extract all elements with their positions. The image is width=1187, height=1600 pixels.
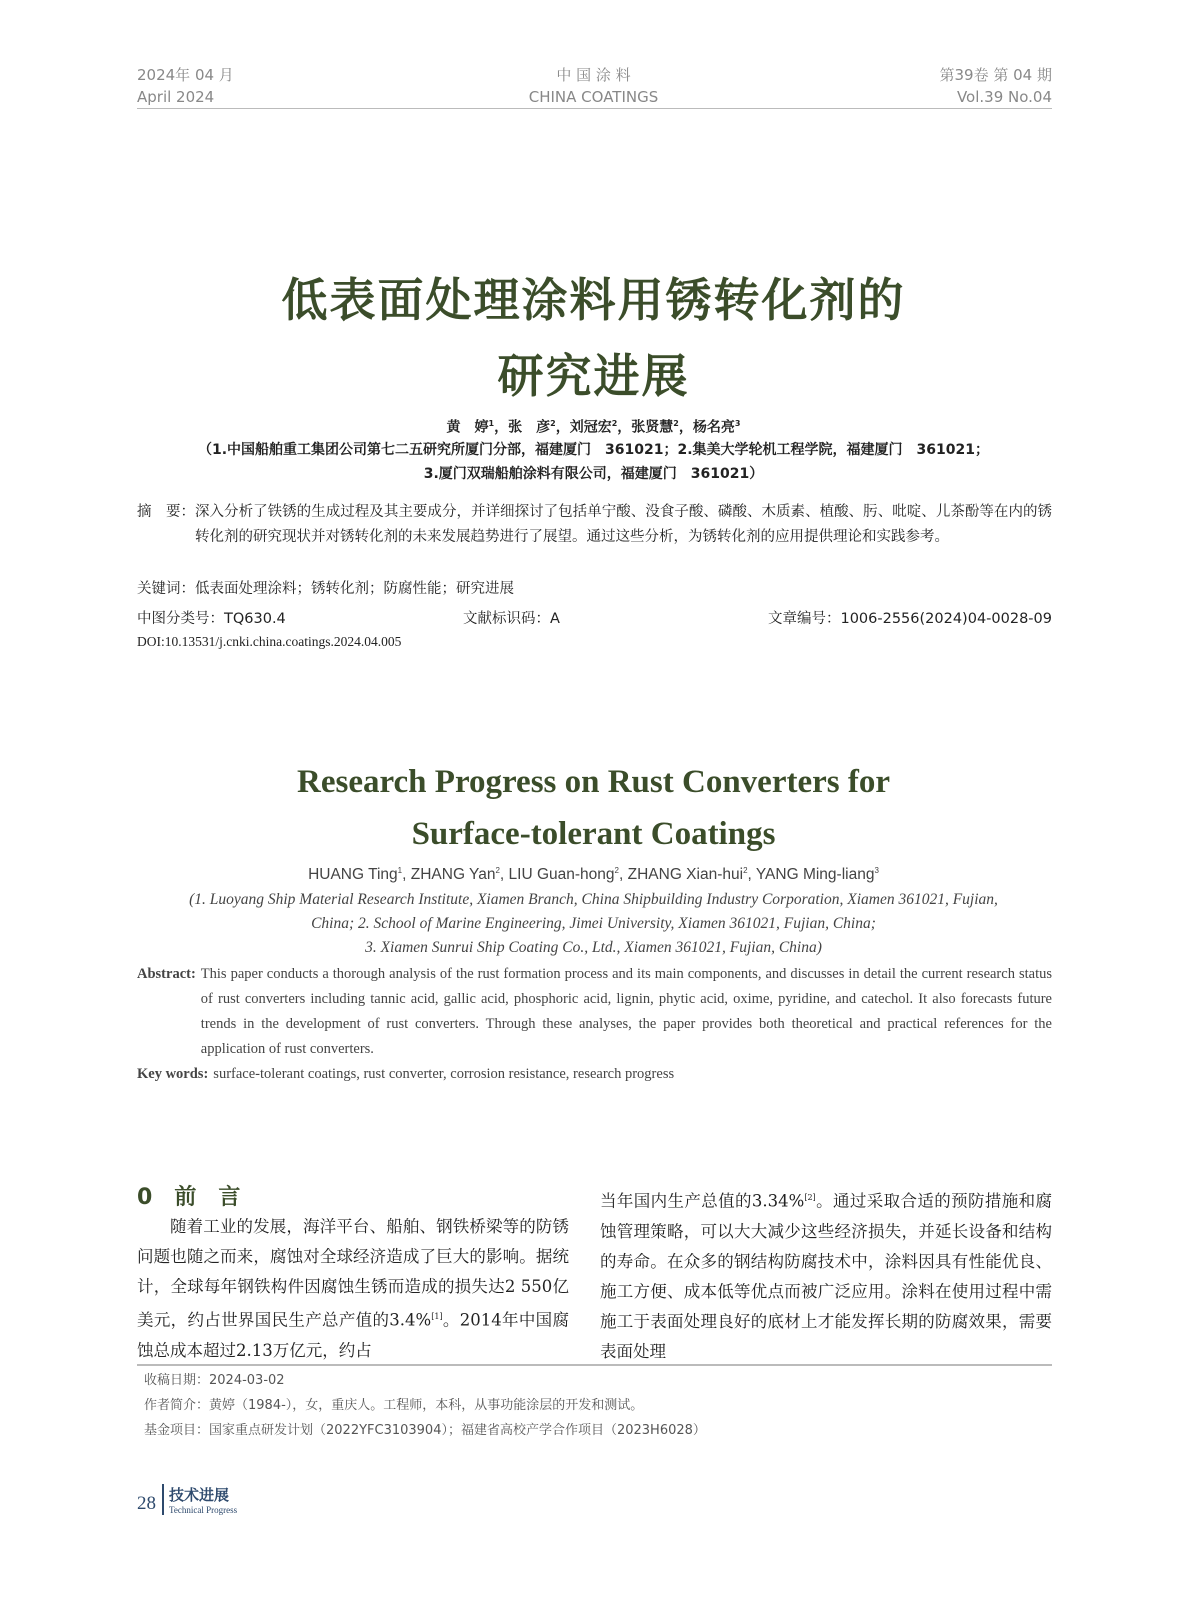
doi: DOI:10.13531/j.cnki.china.coatings.2024.04.005	[137, 634, 402, 649]
en-keywords-text: surface-tolerant coatings, rust converter, corrosion resistance, research progress	[213, 1066, 675, 1082]
document-code: 文献标识码：A	[463, 611, 560, 627]
cn-title	[0, 262, 1187, 414]
author-name: 张 彦	[508, 419, 551, 436]
cn-abstract	[137, 500, 1052, 550]
author-affiliation-mark: 2	[743, 866, 748, 875]
citation[interactable]: [2]	[804, 1193, 816, 1202]
author-affiliation-mark: 2	[673, 419, 679, 428]
page-number: 28	[137, 1493, 156, 1514]
author-name: 张贤慧	[631, 419, 674, 436]
en-title-line2: Surface-tolerant Coatings	[411, 816, 776, 852]
author-affiliation-mark: 2	[614, 866, 619, 875]
header-rule	[137, 108, 1052, 109]
author-affiliation-mark: 1	[488, 419, 495, 428]
received-date: 收稿日期：2024-03-02	[144, 1373, 285, 1388]
author-name: ZHANG Yan	[410, 866, 496, 884]
author-name: 刘冠宏	[569, 419, 612, 436]
body-column-1	[137, 1212, 569, 1366]
author-affiliation-mark: 1	[397, 866, 403, 875]
section-number: 0	[137, 1185, 153, 1210]
author-affiliation-mark: 2	[611, 419, 618, 428]
section-label	[162, 1484, 237, 1515]
author-name: LIU Guan-hong	[508, 866, 615, 884]
date-en: April 2024	[137, 88, 215, 106]
author-name: HUANG Ting	[308, 866, 398, 884]
author-affiliation-mark: 2	[550, 419, 556, 428]
vol-en: Vol.39 No.04	[956, 88, 1052, 106]
cn-keywords-text: 低表面处理涂料；锈转化剂；防腐性能；研究进展	[195, 581, 514, 597]
en-affil-3: 3. Xiamen Sunrui Ship Coating Co., Ltd., Xiamen 361021, Fujian, China)	[365, 939, 822, 956]
author-affiliation-mark: 3	[874, 866, 879, 875]
cn-title-line1: 低表面处理涂料用锈转化剂的	[281, 273, 906, 327]
en-title	[0, 756, 1187, 860]
col2-text: 。通过采取合适的预防措施和腐蚀管理策略，可以大大减少这些经济损失，并延长设备和结构的寿命。在众多的钢结构防腐技术中，涂料因具有性能优良、施工方便、成本低等优点而被广泛应用。涂料在使用过程中需施工于表面处理良好的底材上才能发挥长期的防腐效果，需要表面处理	[600, 1191, 1053, 1361]
en-keywords	[137, 1062, 674, 1087]
author-bio: 作者简介：黄婷（1984-），女，重庆人。工程师，本科，从事功能涂层的开发和测试。	[144, 1398, 644, 1413]
page-footer	[137, 1484, 237, 1515]
section-title: 前 言	[174, 1185, 241, 1210]
author-name: 杨名亮	[692, 419, 735, 436]
en-title-line1: Research Progress on Rust Converters for	[297, 764, 890, 800]
en-keywords-label: Key words:	[137, 1066, 209, 1082]
article-number: 文章编号：1006-2556(2024)04-0028-09	[767, 611, 1052, 627]
author-name: YANG Ming-liang	[755, 866, 875, 884]
author-name: ZHANG Xian-hui	[627, 866, 744, 884]
cn-keywords	[137, 577, 514, 601]
journal-cn: 中 国 涂 料	[556, 66, 631, 84]
author-name: 黄 婷	[446, 419, 489, 436]
col2-head: 当年国内生产总值的3.34%	[600, 1191, 805, 1211]
section-en: Technical Progress	[169, 1505, 238, 1515]
en-affil-2: China; 2. School of Marine Engineering, Jimei University, Xiamen 361021, Fujian, China;	[311, 915, 876, 932]
author-affiliation-mark: 3	[734, 419, 741, 428]
en-affiliations	[0, 888, 1187, 960]
en-affil-1: (1. Luoyang Ship Material Research Institute, Xiamen Branch, China Shipbuilding Industry Corporation, Xiamen 361021, Fujian,	[189, 891, 998, 908]
cn-affil-2: 3.厦门双瑞船舶涂料有限公司，福建厦门 361021）	[423, 466, 764, 482]
fund-info: 基金项目：国家重点研发计划（2022YFC3103904）；福建省高校产学合作项目（2023H6028）	[144, 1423, 706, 1438]
col1-tail: 。2014年中国腐蚀总成本超过2.13万亿元，约占	[137, 1310, 569, 1360]
date-cn: 2024年 04 月	[137, 66, 234, 84]
cn-authors: 黄 婷$^1$，张 彦$^2$，刘冠宏$^2$，张贤慧$^2$，杨名亮$^3$	[446, 419, 741, 436]
body-column-2	[600, 1183, 1052, 1367]
cn-abstract-text: 深入分析了铁锈的生成过程及其主要成分，并详细探讨了包括单宁酸、没食子酸、磷酸、木质素、植酸、肟、吡啶、儿茶酚等在内的锈转化剂的研究现状并对锈转化剂的未来发展趋势进行了展望。通过这些分析，为锈转化剂的应用提供理论和实践参考。	[195, 504, 1052, 545]
clc-number: 中图分类号：TQ630.4	[137, 611, 286, 627]
cn-abstract-label: 摘 要：	[137, 504, 195, 520]
cn-affiliations	[0, 438, 1187, 486]
footnotes	[144, 1368, 706, 1443]
author-affiliation-mark: 2	[495, 866, 500, 875]
cn-title-line2: 研究进展	[497, 349, 690, 403]
journal-en: CHINA COATINGS	[528, 88, 659, 106]
footnote-rule	[137, 1364, 1052, 1366]
header-volume	[940, 64, 1052, 108]
en-abstract	[137, 962, 1052, 1062]
en-abstract-text: This paper conducts a thorough analysis of the rust formation process and its main components, and discusses in detail the current research status of rust converters including tannic acid, gallic acid, phosphoric acid, lignin, phytic acid, oxime, pyridine, and catechol. It also forecasts future trends in the development of rust converters. Through these analyses, the paper provides both theoretical and practical references for the application of rust converters.	[200, 966, 1052, 1057]
cn-keywords-label: 关键词：	[137, 581, 195, 597]
en-abstract-label: Abstract:	[137, 966, 196, 982]
col1-text: 随着工业的发展，海洋平台、船舶、钢铁桥梁等的防锈问题也随之而来，腐蚀对全球经济造成了巨大的影响。据统计，全球每年钢铁构件因腐蚀生锈而造成的损失达2 550亿美元，约占世界国民生产总产值的3.4%	[137, 1217, 569, 1330]
cn-affil-1: （1.中国船舶重工集团公司第七二五研究所厦门分部，福建厦门 361021；2.集美大学轮机工程学院，福建厦门 361021；	[197, 442, 989, 458]
vol-cn: 第39卷 第 04 期	[939, 66, 1052, 84]
section-heading	[137, 1180, 240, 1211]
citation[interactable]: [1]	[431, 1312, 443, 1321]
section-cn: 技术进展	[169, 1486, 230, 1504]
en-authors: HUANG Ting$^1$, ZHANG Yan$^2$, LIU Guan-hong$^2$, ZHANG Xian-hui$^2$, YANG Ming-liang$^3$	[308, 866, 879, 884]
